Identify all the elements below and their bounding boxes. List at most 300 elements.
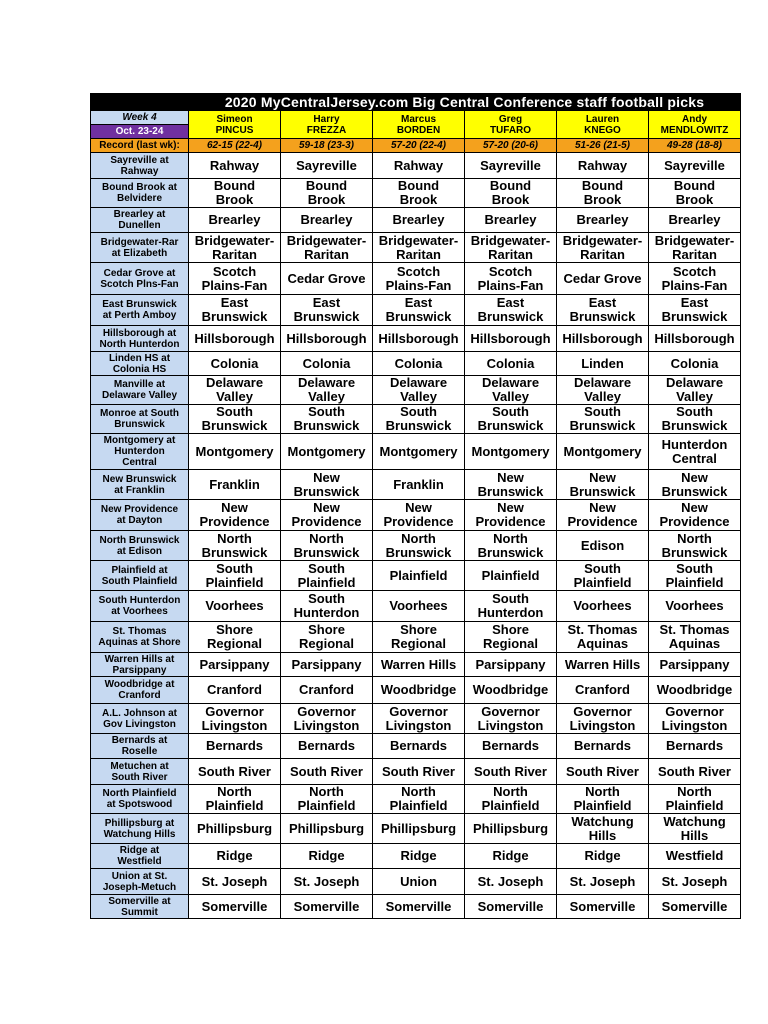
pick-text: Franklin <box>209 476 260 492</box>
pick-cell <box>465 434 557 470</box>
matchup-line: Plainfield at <box>111 564 168 576</box>
matchup-line: Watchung Hills <box>103 828 176 840</box>
pick-text: Aquinas <box>668 636 721 651</box>
pick-text: Voorhees <box>573 598 632 613</box>
pick-cell <box>189 814 281 844</box>
matchup-line: New Brunswick <box>102 473 177 485</box>
pick-text: Providence <box>475 514 546 529</box>
matchup-cell <box>91 179 189 208</box>
pick-cell <box>557 470 649 500</box>
pick-text: Brook <box>583 192 622 207</box>
pick-cell <box>465 734 557 759</box>
pick-text: Delaware <box>205 375 264 390</box>
pick-text: Aquinas <box>576 636 629 651</box>
pick-cell <box>373 179 465 208</box>
pick-text: Somerville <box>293 898 360 914</box>
matchup-line: South River <box>111 771 168 783</box>
pick-text: Bound <box>581 178 624 193</box>
pick-text: Brunswick <box>385 544 452 560</box>
pick-cell <box>189 869 281 895</box>
matchup-cell <box>91 434 189 470</box>
pick-text: Governor <box>481 703 540 719</box>
pick-cell <box>373 895 465 919</box>
pick-cell <box>557 591 649 622</box>
pick-cell <box>557 704 649 734</box>
pick-cell <box>649 814 741 844</box>
pick-text: Shore <box>400 622 437 637</box>
pick-text: St. Joseph <box>569 873 636 889</box>
pick-cell <box>649 677 741 704</box>
pick-text: Watchung <box>663 813 726 829</box>
pick-text: Plainfield <box>481 567 540 583</box>
pick-cell <box>649 759 741 785</box>
pick-text: Rahway <box>393 157 444 173</box>
pick-cell <box>465 179 557 208</box>
pick-text: Bridgewater- <box>378 232 459 248</box>
pick-cell <box>373 622 465 653</box>
pick-cell <box>189 326 281 352</box>
pick-cell <box>557 653 649 677</box>
matchup-line: Delaware Valley <box>101 390 178 401</box>
matchup-line: at Franklin <box>114 484 165 496</box>
pick-cell <box>189 704 281 734</box>
pick-cell <box>373 844 465 869</box>
pick-cell <box>557 734 649 759</box>
pick-cell <box>281 352 373 376</box>
pick-text: Livingston <box>293 717 360 733</box>
game-row <box>91 352 741 376</box>
game-row <box>91 677 741 704</box>
pick-cell <box>189 376 281 405</box>
pick-text: Hunterdon <box>477 605 544 620</box>
pick-text: Franklin <box>393 476 444 492</box>
pick-cell <box>373 653 465 677</box>
pick-text: Plains-Fan <box>385 277 452 293</box>
game-row <box>91 814 741 844</box>
pick-cell <box>373 677 465 704</box>
matchup-line: Linden HS at <box>108 352 171 364</box>
pick-text: Brunswick <box>293 483 360 499</box>
pick-text: Providence <box>567 514 638 529</box>
pick-cell <box>557 263 649 295</box>
pick-cell <box>465 677 557 704</box>
matchup-line: St. Thomas <box>112 626 167 637</box>
pick-text: Valley <box>308 389 345 404</box>
pick-text: Shore <box>492 622 529 637</box>
matchup-line: North Brunswick <box>99 534 180 546</box>
pick-text: Brunswick <box>661 418 728 433</box>
pick-text: Livingston <box>661 717 728 733</box>
pick-cell <box>189 470 281 500</box>
pick-cell <box>281 591 373 622</box>
pick-text: Hills <box>588 827 617 843</box>
pick-text: Brearley <box>392 212 445 227</box>
pick-cell <box>649 326 741 352</box>
pick-cell <box>281 704 373 734</box>
game-row <box>91 734 741 759</box>
picker-record: 51-26 (21-5) <box>557 139 649 153</box>
pick-text: Phillipsburg <box>472 820 549 836</box>
pick-text: Bernards <box>481 738 540 753</box>
pick-text: Somerville <box>569 898 636 914</box>
pick-cell <box>281 179 373 208</box>
pick-text: Regional <box>207 636 262 651</box>
pick-cell <box>373 263 465 295</box>
picker-name-header: Andy MENDLOWITZ <box>649 111 741 139</box>
pick-cell <box>465 785 557 814</box>
matchup-line: Hunterdon <box>114 446 165 457</box>
pick-cell <box>373 405 465 434</box>
pick-text: New <box>497 469 524 485</box>
pick-text: Valley <box>400 389 437 404</box>
pick-cell <box>281 622 373 653</box>
pick-cell <box>649 295 741 326</box>
pick-cell <box>465 208 557 233</box>
matchup-cell <box>91 153 189 179</box>
pick-cell <box>281 561 373 591</box>
pick-text: Somerville <box>385 898 452 914</box>
pick-text: St. Joseph <box>201 873 268 889</box>
pick-cell <box>373 208 465 233</box>
pick-text: Montgomery <box>379 443 458 459</box>
pick-text: Hillsborough <box>654 330 735 346</box>
pick-text: St. Thomas <box>567 622 638 637</box>
matchup-cell <box>91 295 189 326</box>
pick-text: Brook <box>215 192 254 207</box>
pick-text: Somerville <box>661 898 728 914</box>
matchup-line: South Plainfield <box>101 575 178 587</box>
pick-cell <box>557 326 649 352</box>
pick-text: Montgomery <box>195 443 274 459</box>
matchup-line: East Brunswick <box>102 299 177 310</box>
pick-cell <box>373 376 465 405</box>
pick-cell <box>557 295 649 326</box>
pick-text: Sayreville <box>664 157 725 173</box>
matchup-cell <box>91 561 189 591</box>
pick-text: Valley <box>216 389 253 404</box>
pick-text: Westfield <box>665 848 724 863</box>
matchup-line: Roselle <box>121 746 158 757</box>
matchup-line: Belvidere <box>116 193 163 204</box>
pick-text: South <box>584 560 621 576</box>
pick-cell <box>373 326 465 352</box>
date-label: Oct. 23-24 <box>91 125 189 139</box>
pick-cell <box>465 326 557 352</box>
pick-cell <box>557 531 649 561</box>
pick-text: Plainfield <box>665 574 724 590</box>
matchup-line: Rahway <box>120 165 159 177</box>
picks-table <box>90 93 741 919</box>
pick-text: Linden <box>581 355 624 371</box>
pick-text: Colonia <box>302 355 351 371</box>
picker-name-header: Marcus BORDEN <box>373 111 465 139</box>
pick-text: South <box>216 404 253 419</box>
pick-text: Providence <box>199 514 270 529</box>
pick-text: Scotch <box>212 263 257 279</box>
pick-cell <box>649 561 741 591</box>
title-row <box>91 94 741 111</box>
pick-cell <box>465 295 557 326</box>
matchup-line: Montgomery at <box>103 435 176 446</box>
pick-cell <box>649 153 741 179</box>
pick-cell <box>189 233 281 263</box>
pick-cell <box>649 179 741 208</box>
pick-text: Edison <box>580 537 625 553</box>
pick-cell <box>465 895 557 919</box>
matchup-line: Central <box>122 457 157 468</box>
pick-text: North <box>217 784 252 799</box>
matchup-cell <box>91 653 189 677</box>
pick-text: North <box>309 784 344 799</box>
pick-cell <box>281 208 373 233</box>
pick-text: Hillsborough <box>470 330 551 346</box>
pick-text: Bound <box>673 178 716 193</box>
pick-text: Sayreville <box>296 157 357 173</box>
pick-text: East <box>496 295 525 310</box>
pick-cell <box>373 869 465 895</box>
pick-text: New <box>681 469 708 485</box>
pick-text: Sayreville <box>480 157 541 173</box>
pick-cell <box>373 295 465 326</box>
pick-text: Brunswick <box>293 544 360 560</box>
matchup-cell <box>91 704 189 734</box>
matchup-cell <box>91 869 189 895</box>
pick-text: Bernards <box>573 738 632 753</box>
pick-cell <box>373 561 465 591</box>
pick-cell <box>649 208 741 233</box>
pick-cell <box>281 759 373 785</box>
pick-text: South River <box>658 763 731 779</box>
pick-cell <box>189 295 281 326</box>
pick-text: South River <box>566 763 639 779</box>
pick-cell <box>465 622 557 653</box>
pick-text: Colonia <box>486 355 535 371</box>
pick-cell <box>189 677 281 704</box>
picker-name-header: Greg TUFARO <box>465 111 557 139</box>
pick-cell <box>557 500 649 531</box>
pick-text: Cranford <box>207 682 262 697</box>
matchup-cell <box>91 677 189 704</box>
pick-text: Regional <box>299 636 354 651</box>
matchup-line: New Providence <box>100 504 179 515</box>
pick-text: Raritan <box>580 246 625 262</box>
pick-text: Brunswick <box>661 309 728 324</box>
pick-cell <box>189 500 281 531</box>
pick-text: Cedar Grove <box>563 270 642 286</box>
pick-text: Livingston <box>201 717 268 733</box>
pick-cell <box>189 208 281 233</box>
matchup-cell <box>91 470 189 500</box>
pick-text: Brunswick <box>477 309 544 324</box>
matchup-cell <box>91 844 189 869</box>
matchup-line: North Hunterdon <box>99 338 180 350</box>
pick-text: Raritan <box>396 246 441 262</box>
pick-text: Scotch <box>672 263 717 279</box>
pick-cell <box>465 653 557 677</box>
pick-text: Bridgewater- <box>562 232 643 248</box>
pick-cell <box>281 500 373 531</box>
matchup-line: Cranford <box>118 690 161 701</box>
picker-name-header: Lauren KNEGO <box>557 111 649 139</box>
pick-cell <box>557 179 649 208</box>
pick-text: Raritan <box>672 246 717 262</box>
pick-cell <box>281 470 373 500</box>
pick-text: Somerville <box>477 898 544 914</box>
pick-cell <box>373 531 465 561</box>
pick-text: Woodbridge <box>380 682 457 697</box>
pick-cell <box>189 561 281 591</box>
matchup-line: Warren Hills at <box>104 653 175 665</box>
pick-text: Woodbridge <box>472 682 549 697</box>
pick-text: New <box>497 500 524 515</box>
pick-text: New <box>221 500 248 515</box>
pick-cell <box>465 591 557 622</box>
pick-text: Brunswick <box>293 309 360 324</box>
matchup-line: at Voorhees <box>111 606 168 617</box>
pick-text: Hillsborough <box>286 330 367 346</box>
header-row-week <box>91 111 741 125</box>
game-row <box>91 500 741 531</box>
picker-record: 62-15 (22-4) <box>189 139 281 153</box>
pick-text: North <box>217 530 252 546</box>
matchup-cell <box>91 622 189 653</box>
pick-text: Hillsborough <box>562 330 643 346</box>
pick-cell <box>281 844 373 869</box>
pick-text: Raritan <box>488 246 533 262</box>
pick-cell <box>465 759 557 785</box>
pick-cell <box>465 500 557 531</box>
pick-cell <box>465 531 557 561</box>
pick-cell <box>557 677 649 704</box>
pick-text: Scotch <box>488 263 533 279</box>
pick-text: South River <box>474 763 547 779</box>
pick-cell <box>557 153 649 179</box>
game-row <box>91 434 741 470</box>
pick-text: Parsippany <box>659 656 730 672</box>
pick-text: Cranford <box>575 682 630 697</box>
pick-text: Bernards <box>205 738 264 753</box>
pick-text: Watchung <box>571 813 634 829</box>
matchup-cell <box>91 352 189 376</box>
sheet-title: 2020 MyCentralJersey.com Big Central Conference staff football picks <box>189 94 741 111</box>
pick-text: Montgomery <box>563 443 642 459</box>
pick-text: Hillsborough <box>194 330 275 346</box>
pick-text: South <box>676 560 713 576</box>
pick-cell <box>281 869 373 895</box>
matchup-cell <box>91 734 189 759</box>
pick-text: Livingston <box>569 717 636 733</box>
pick-cell <box>281 153 373 179</box>
pick-text: South <box>492 404 529 419</box>
pick-text: Shore <box>308 622 345 637</box>
pick-text: Brook <box>491 192 530 207</box>
pick-cell <box>649 895 741 919</box>
pick-text: South River <box>290 763 363 779</box>
pick-text: Cranford <box>299 682 354 697</box>
pick-text: Colonia <box>210 355 259 371</box>
pick-text: Parsippany <box>291 656 362 672</box>
matchup-line: Ridge at <box>119 845 160 856</box>
pick-cell <box>373 704 465 734</box>
matchup-line: Sayreville at <box>110 154 169 166</box>
pick-cell <box>373 734 465 759</box>
pick-cell <box>281 895 373 919</box>
game-row <box>91 208 741 233</box>
pick-text: North <box>309 530 344 546</box>
matchup-line: Union at St. <box>111 870 168 882</box>
pick-cell <box>189 785 281 814</box>
pick-cell <box>557 376 649 405</box>
matchup-line: Summit <box>121 906 158 918</box>
matchup-cell <box>91 895 189 919</box>
game-row <box>91 869 741 895</box>
pick-text: Brunswick <box>569 418 636 433</box>
pick-cell <box>465 233 557 263</box>
pick-text: South <box>308 404 345 419</box>
pick-text: Delaware <box>573 375 632 390</box>
pick-text: Colonia <box>670 355 719 371</box>
game-row <box>91 622 741 653</box>
pick-text: New <box>681 500 708 515</box>
pick-cell <box>281 785 373 814</box>
pick-cell <box>281 295 373 326</box>
title-spacer <box>91 94 189 111</box>
pick-text: Voorhees <box>665 598 724 613</box>
pick-text: Montgomery <box>471 443 550 459</box>
pick-text: Livingston <box>385 717 452 733</box>
pick-text: New <box>405 500 432 515</box>
pick-cell <box>649 352 741 376</box>
matchup-line: Bernards at <box>111 735 168 746</box>
pick-cell <box>465 405 557 434</box>
pick-cell <box>649 434 741 470</box>
pick-cell <box>281 814 373 844</box>
matchup-line: Aquinas at Shore <box>98 637 181 648</box>
matchup-cell <box>91 208 189 233</box>
pick-text: Brunswick <box>201 544 268 560</box>
pick-cell <box>281 434 373 470</box>
pick-cell <box>189 591 281 622</box>
pick-text: Ridge <box>308 848 345 863</box>
pick-text: New <box>589 469 616 485</box>
pick-text: Governor <box>389 703 448 719</box>
matchup-cell <box>91 326 189 352</box>
pick-cell <box>649 405 741 434</box>
game-row <box>91 895 741 919</box>
pick-cell <box>649 734 741 759</box>
pick-cell <box>465 153 557 179</box>
pick-text: Governor <box>573 703 632 719</box>
pick-text: Ridge <box>400 848 437 863</box>
header-row-record <box>91 139 741 153</box>
pick-text: Governor <box>205 703 264 719</box>
pick-text: Brunswick <box>477 418 544 433</box>
pick-text: Hillsborough <box>378 330 459 346</box>
game-row <box>91 785 741 814</box>
pick-text: East <box>680 295 709 310</box>
pick-cell <box>281 677 373 704</box>
pick-text: East <box>220 295 249 310</box>
pick-text: East <box>312 295 341 310</box>
pick-text: Raritan <box>212 246 257 262</box>
pick-cell <box>189 622 281 653</box>
pick-cell <box>281 376 373 405</box>
pick-text: Voorhees <box>205 598 264 613</box>
pick-cell <box>189 434 281 470</box>
pick-text: Cedar Grove <box>287 270 366 286</box>
pick-text: Plainfield <box>573 574 632 590</box>
pick-text: Plainfield <box>297 798 356 813</box>
